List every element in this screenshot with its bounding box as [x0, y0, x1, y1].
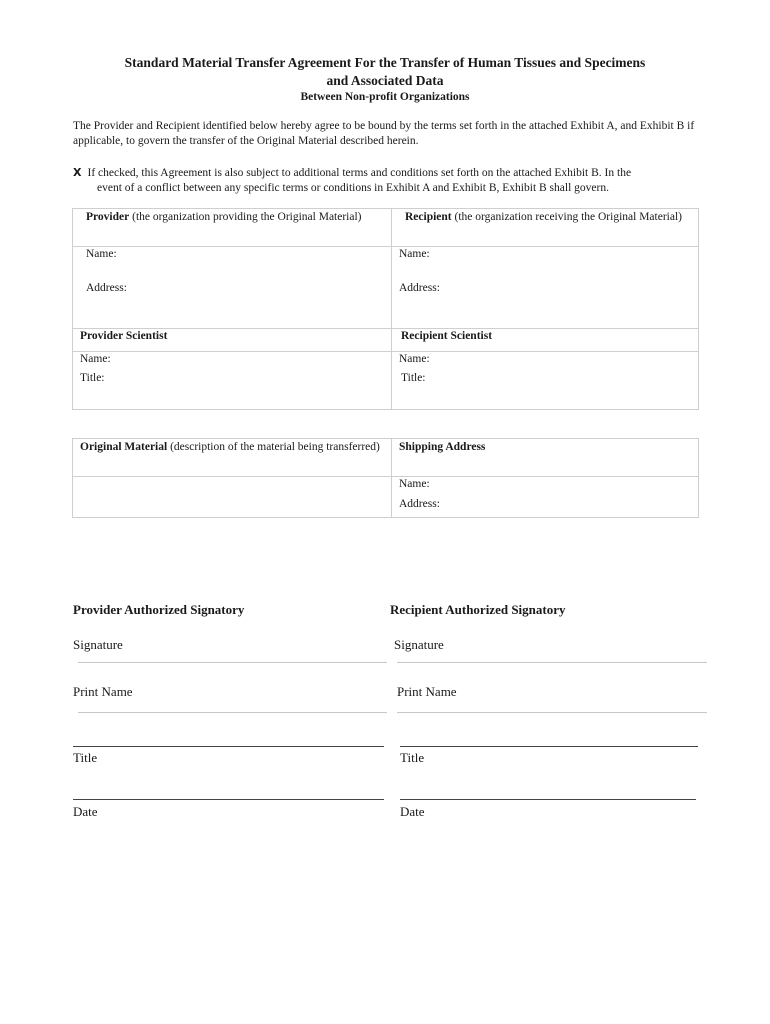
provider-cell: [86, 209, 376, 225]
shipping-address-field[interactable]: Address:: [399, 498, 440, 510]
recipient-scientist-name-field[interactable]: Name:: [399, 353, 430, 365]
recipient-print-name-line[interactable]: [397, 712, 707, 713]
recipient-description: (the organization receiving the Original Material): [451, 211, 682, 223]
parties-table: [72, 208, 699, 410]
exhibit-b-text-line2: event of a conflict between any specific terms or conditions in Exhibit A and Exhibit B, Exhibit B shall govern.: [97, 182, 609, 194]
provider-scientist-heading: Provider Scientist: [80, 330, 168, 342]
provider-address-field[interactable]: Address:: [86, 282, 127, 294]
recipient-signatory-heading: Recipient Authorized Signatory: [390, 602, 566, 617]
document-subtitle: Between Non-profit Organizations: [300, 91, 470, 103]
recipient-date-label: Date: [400, 804, 425, 819]
original-material-input[interactable]: [73, 477, 390, 516]
provider-label: Provider: [86, 211, 130, 223]
document-title: Standard Material Transfer Agreement For the Transfer of Human Tissues and Specimens: [124, 55, 646, 70]
exhibit-b-clause: [73, 165, 703, 196]
provider-scientist-title-field[interactable]: Title:: [80, 372, 105, 384]
exhibit-b-checkbox[interactable]: X: [73, 166, 82, 179]
recipient-signature-label: Signature: [394, 637, 444, 652]
shipping-name-field[interactable]: Name:: [399, 478, 430, 490]
provider-title-line[interactable]: [73, 746, 384, 747]
recipient-label: Recipient: [405, 211, 452, 223]
recipient-name-field[interactable]: Name:: [399, 248, 430, 260]
exhibit-b-text-line1: If checked, this Agreement is also subject to additional terms and conditions set forth on the attached Exhibit B. In the: [87, 167, 632, 179]
document-title-line2: and Associated Data: [326, 73, 444, 88]
provider-signatory-heading: Provider Authorized Signatory: [73, 602, 245, 617]
intro-paragraph: The Provider and Recipient identified below hereby agree to be bound by the terms set forth in the attached Exhibit A, and Exhibit B if applicable, to govern the transfer of the Original Material described herein.: [73, 120, 695, 147]
provider-name-field[interactable]: Name:: [86, 248, 117, 260]
provider-signature-label: Signature: [73, 637, 123, 652]
provider-description: (the organization providing the Original Material): [129, 211, 362, 223]
recipient-scientist-title-field[interactable]: Title:: [401, 372, 426, 384]
recipient-title-line[interactable]: [400, 746, 698, 747]
recipient-address-field[interactable]: Address:: [399, 282, 440, 294]
recipient-title-label: Title: [400, 750, 425, 765]
provider-print-name-label: Print Name: [73, 684, 133, 699]
provider-signature-line[interactable]: [78, 662, 387, 663]
original-material-description: (description of the material being transferred): [167, 441, 380, 453]
recipient-cell: [405, 209, 685, 225]
recipient-scientist-heading: Recipient Scientist: [401, 330, 493, 342]
recipient-signature-line[interactable]: [397, 662, 707, 663]
provider-scientist-name-field[interactable]: Name:: [80, 353, 111, 365]
original-material-label: Original Material: [80, 441, 168, 453]
original-material-cell: [80, 439, 380, 455]
shipping-address-heading: Shipping Address: [399, 441, 486, 453]
provider-date-label: Date: [73, 804, 98, 819]
provider-title-label: Title: [73, 750, 98, 765]
provider-print-name-line[interactable]: [78, 712, 387, 713]
recipient-date-line[interactable]: [400, 799, 696, 800]
recipient-print-name-label: Print Name: [397, 684, 457, 699]
provider-date-line[interactable]: [73, 799, 384, 800]
